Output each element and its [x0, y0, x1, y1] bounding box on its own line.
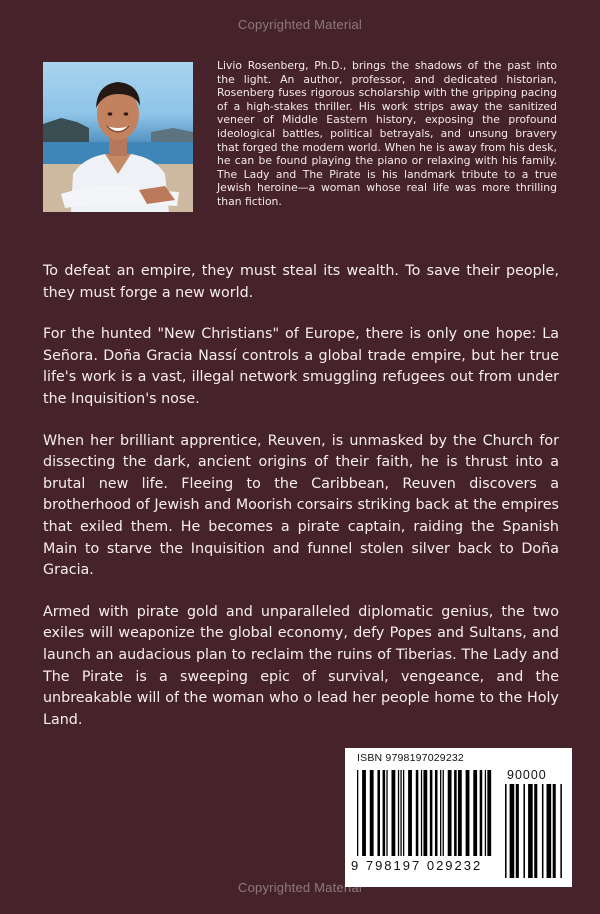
barcode-bar	[542, 784, 544, 878]
synopsis-paragraph: When her brilliant apprentice, Reuven, is unmasked by the Church for dissecting the dark, ancient origins of their faith, he is thrust into a brutal new life. Fleeing to the Caribbean, Reuven discovers a brotherhood of Jewish and Moorish corsairs striking back at the empires that exiled them. He becomes a pirate captain, raiding the Spanish Main to starve the Inquisition and funnel stolen silver back to Doña Gracia.	[43, 432, 559, 579]
barcode-bar	[553, 784, 556, 878]
book-synopsis	[43, 261, 559, 751]
barcode-bar	[383, 770, 386, 856]
barcode-bar	[473, 770, 477, 856]
barcode-bar	[448, 770, 452, 856]
barcode-bar	[435, 770, 438, 856]
copyright-watermark-bottom: Copyrighted Material	[238, 880, 362, 895]
copyright-watermark-top: Copyrighted Material	[238, 17, 362, 32]
barcode-bar	[408, 770, 412, 856]
barcode-bar	[480, 770, 483, 856]
barcode-bar	[421, 770, 422, 856]
barcode-bar	[487, 770, 491, 856]
author-photo-illustration	[43, 62, 193, 212]
barcode-bar	[534, 784, 537, 878]
barcode-bar	[523, 784, 525, 878]
barcode-bar	[357, 770, 358, 856]
synopsis-paragraph: Armed with pirate gold and unparalleled diplomatic genius, the two exiles will weaponize the global economy, defy Popes and Sultans, and launch an audacious plan to reclaim the ruins of Tiberias. The Lady and The Pirate is a sweeping epic of survival, vengeance, and the unbreakable will of the woman who o lead her people home to the Holy Land.	[43, 603, 559, 728]
barcode-bar	[440, 770, 441, 856]
price-code: 90000	[507, 768, 547, 782]
barcode-bar	[392, 770, 396, 856]
isbn-barcode-box	[345, 748, 572, 887]
barcode-bar	[400, 770, 401, 856]
barcode-bar	[386, 770, 387, 856]
barcode-bar	[377, 770, 380, 856]
barcode-bar	[485, 770, 486, 856]
barcode-bar	[505, 784, 507, 878]
isbn-label: ISBN 9798197029232	[357, 752, 464, 764]
barcode-bar	[362, 770, 366, 856]
isbn-digits: 9 798197 029232	[351, 858, 483, 873]
author-photo	[43, 62, 193, 212]
barcode-bar	[466, 770, 470, 856]
barcode-bar	[547, 784, 552, 878]
barcode-bar	[430, 770, 433, 856]
barcode-bar	[403, 770, 404, 856]
barcode-bar	[423, 770, 427, 856]
barcode-bar	[454, 770, 457, 856]
barcode-bar	[516, 784, 519, 878]
synopsis-paragraph: To defeat an empire, they must steal its wealth. To save their people, they must forge a new world.	[43, 263, 559, 301]
barcode-bar	[398, 770, 399, 856]
barcode-bar	[443, 770, 444, 856]
barcode-bar	[510, 784, 515, 878]
barcode-bar	[370, 770, 374, 856]
author-bio: Livio Rosenberg, Ph.D., brings the shadows of the past into the light. An author, professor, and dedicated historian, Rosenberg fuses rigorous scholarship with the gripping pacing of a high-stakes thriller. His work strips away the sanitized veneer of Middle Eastern history, exposing the profound ideological battles, political betrayals, and unsung bravery that forged the modern world. When he is away from his desk, he can be found playing the piano or relaxing with his family. The Lady and The Pirate is his landmark tribute to a true Jewish heroine—a woman whose real life was more thrilling than fiction.	[217, 59, 557, 208]
barcode-bar	[528, 784, 533, 878]
barcode-bar	[560, 784, 562, 878]
synopsis-paragraph: For the hunted "New Christians" of Europe, there is only one hope: La Señora. Doña Gracia Nassí controls a global trade empire, but her true life's work is a vast, illegal network smuggling refugees out from under the Inquisition's nose.	[43, 326, 559, 407]
barcode-bar	[416, 770, 419, 856]
barcode-bar	[458, 770, 462, 856]
